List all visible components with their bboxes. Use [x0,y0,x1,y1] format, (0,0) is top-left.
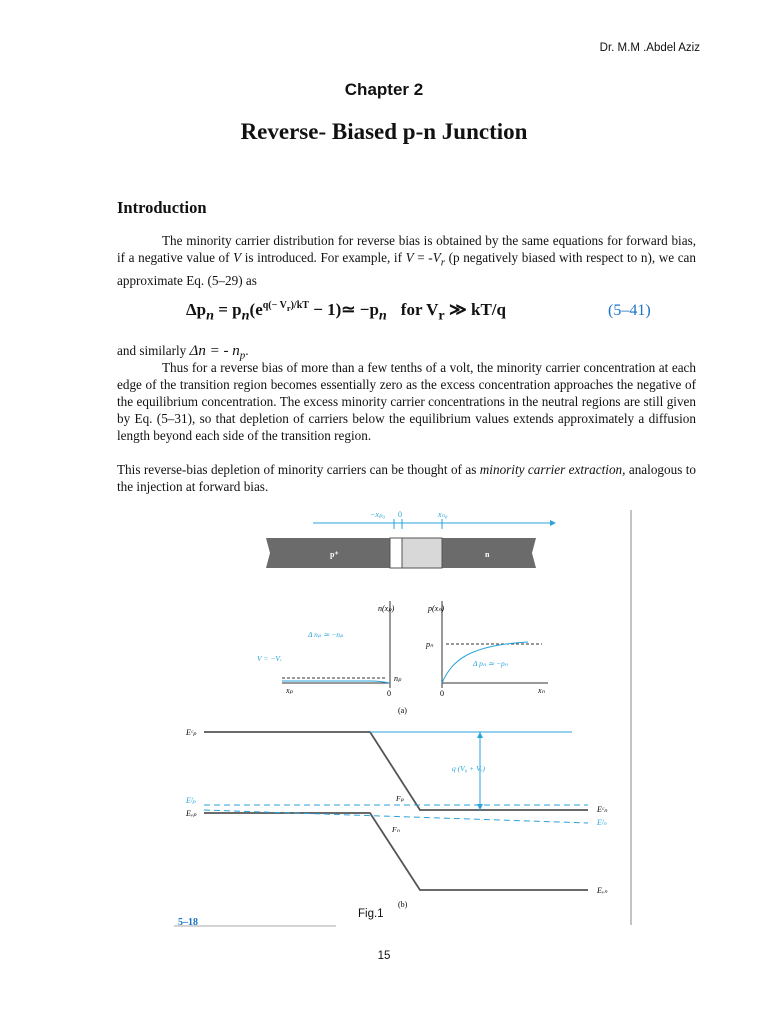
barrier-label: q (V₀ + Vᵣ) [452,764,486,773]
top-axis-arrowhead [550,520,556,526]
n-label: n [485,550,490,559]
left-plot-origin: 0 [387,689,391,698]
label-Fp: Fₚ [396,794,404,803]
equation-number: (5–41) [608,302,651,319]
depletion-right [402,538,442,568]
label-Ecp: Eᶜₚ [186,728,197,737]
similarly-line: and similarly Δn = - $n_p$. [117,343,249,362]
paragraph-3: This reverse-bias depletion of minority carriers can be thought of as minority carrier extraction, analogous to the injection at forward bias. [117,462,697,494]
left-plot-xlabel: xₚ [286,686,293,695]
label-zero: 0 [398,510,402,519]
p-region [266,538,390,568]
depletion-left [390,538,402,568]
figure-5-18 [170,505,640,930]
part-a-label: (a) [398,706,407,715]
label-Evp: Eᵥₚ [186,809,197,818]
label-xp0: −xₚ₀ [370,510,386,519]
author-header: Dr. M.M .Abdel Aziz [599,42,700,54]
page-number: 15 [377,950,391,962]
paragraph-1: The minority carrier distribution for reverse bias is obtained by the same equations for forward bias, if a negative value of V is introduced. For example, if $V = -V_r$ (p negatively biased with respect to n), we can approximate Eq. (5–29) as [117,233,697,288]
chapter-label: Chapter 2 [344,80,424,99]
left-plot-np: nₚ [394,674,402,683]
paragraph-2: Thus for a reverse bias of more than a few tenths of a volt, the minority carrier concentration at each edge of the transition region becomes essentially zero as the excess concentration approaches the negative of the equilibrium concentration. The excess minority carrier concentrations in the neutral regions are still given by Eq. (5–31), so that depletion of carriers below the equilibrium values extends approximately a diffusion length beyond each side of the transition region. [117,360,696,443]
section-heading: Introduction [117,198,207,217]
barrier-arrow-up [477,732,483,738]
left-plot-bias: V = −Vᵣ [257,654,282,663]
right-plot-delta: Δ pₙ ≃ −pₙ [473,659,508,668]
label-Evn: Eᵥₙ [597,886,608,895]
right-plot-ylabel: p(xₙ) [428,604,445,613]
left-plot-ylabel: n(xₚ) [378,604,395,613]
right-plot-origin: 0 [440,689,444,698]
label-Efn: Eᶠₙ [597,818,607,827]
right-plot-pn: pₙ [426,640,434,649]
p-plus-label: p⁺ [330,550,339,559]
page-title: Reverse- Biased p-n Junction [240,119,528,144]
part-b-label: (b) [398,900,408,909]
label-xn0: xₙ₀ [438,510,448,519]
label-Fn: Fₙ [392,825,400,834]
equation-5-41: $\Delta p_n = p_n(e^{q(- V_r)/kT}$ − 1)≃ $-p_n$ for $V_r$ ≫ kT/q [186,300,506,324]
left-plot-delta: Δ nₚ ≃ −nₚ [308,630,344,639]
right-plot-xlabel: xₙ [538,686,545,695]
quasi-fermi-n [204,810,588,823]
figure-source: 5–18 [178,917,198,928]
label-Efp: Eᶠₚ [186,796,196,805]
figure-label: Fig.1 [358,908,384,920]
label-Ecn: Eᶜₙ [597,805,608,814]
